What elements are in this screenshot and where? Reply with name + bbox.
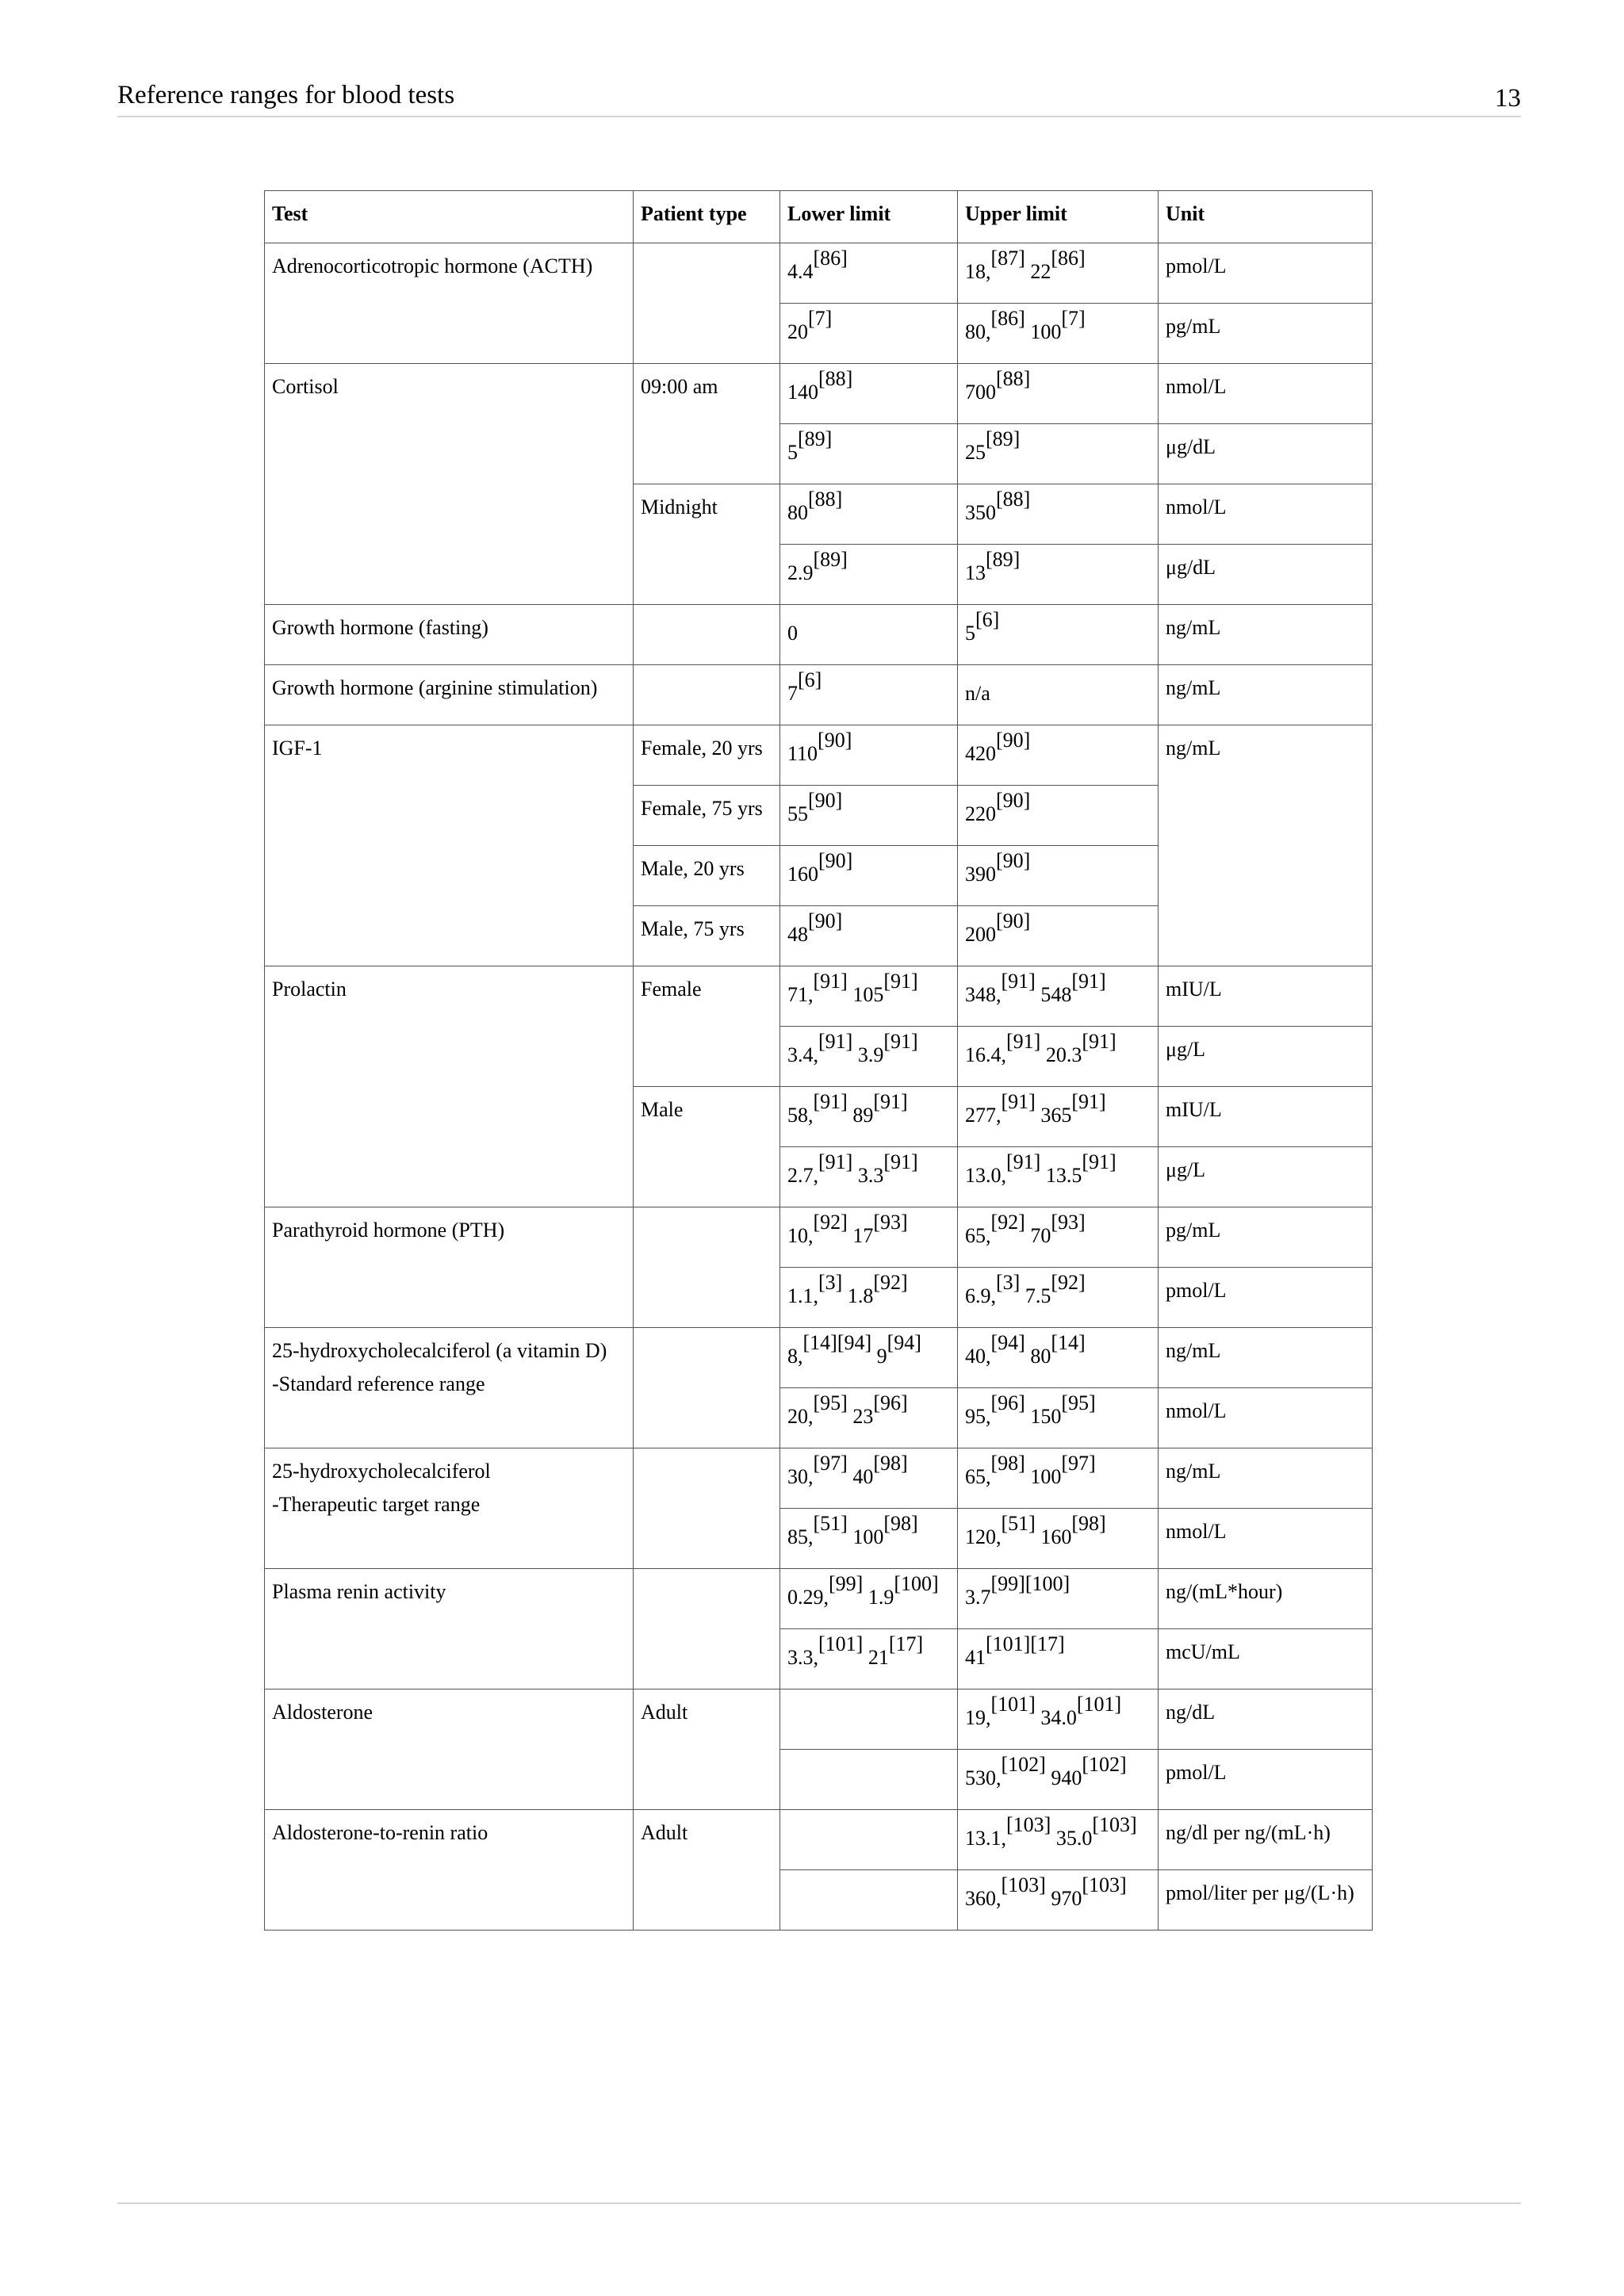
unit-cell: ng/dl per ng/(mL·h): [1159, 1810, 1373, 1870]
citation-ref[interactable]: [17]: [888, 1632, 924, 1655]
upper-limit-cell: 13.0,[91] 13.5[91]: [958, 1147, 1159, 1207]
lower-limit-cell: 0.29,[99] 1.9[100]: [780, 1569, 958, 1629]
upper-limit-cell: 40,[94] 80[14]: [958, 1328, 1159, 1388]
citation-ref[interactable]: [89]: [986, 548, 1021, 571]
table-header-row: [265, 191, 1373, 243]
upper-limit-cell: 120,[51] 160[98]: [958, 1509, 1159, 1569]
lower-limit-cell: 140[88]: [780, 364, 958, 424]
citation-ref[interactable]: [93]: [873, 1211, 908, 1234]
patient-type-cell: [634, 665, 780, 725]
lower-limit-cell: 58,[91] 89[91]: [780, 1087, 958, 1147]
citation-ref[interactable]: [96]: [873, 1391, 908, 1414]
unit-cell: nmol/L: [1159, 484, 1373, 545]
reference-range-table: [264, 190, 1373, 1931]
citation-ref[interactable]: [91]: [813, 970, 848, 993]
lower-limit-cell: 4.4[86]: [780, 243, 958, 304]
citation-ref[interactable]: [88]: [996, 488, 1031, 511]
citation-ref[interactable]: [51]: [813, 1512, 848, 1535]
running-title: Reference ranges for blood tests: [117, 81, 455, 109]
lower-limit-cell: [780, 1689, 958, 1750]
lower-limit-cell: 1.1,[3] 1.8[92]: [780, 1268, 958, 1328]
unit-cell: pmol/L: [1159, 243, 1373, 304]
lower-limit-cell: 5[89]: [780, 424, 958, 484]
citation-ref[interactable]: [93]: [1051, 1211, 1086, 1234]
unit-cell: μg/L: [1159, 1147, 1373, 1207]
citation-ref[interactable]: [89]: [986, 427, 1021, 450]
upper-limit-cell: 277,[91] 365[91]: [958, 1087, 1159, 1147]
upper-limit-cell: 360,[103] 970[103]: [958, 1870, 1159, 1931]
patient-type-cell: [634, 1569, 780, 1689]
citation-ref[interactable]: [92]: [813, 1211, 848, 1234]
upper-limit-cell: 16.4,[91] 20.3[91]: [958, 1027, 1159, 1087]
lower-limit-cell: 2.9[89]: [780, 545, 958, 605]
citation-ref[interactable]: [88]: [818, 367, 853, 390]
upper-limit-cell: 350[88]: [958, 484, 1159, 545]
citation-ref[interactable]: [90]: [996, 849, 1031, 872]
citation-ref[interactable]: [91]: [1082, 1030, 1116, 1053]
citation-ref[interactable]: [87]: [990, 247, 1025, 270]
column-header: Patient type: [634, 191, 780, 243]
lower-limit-cell: 7[6]: [780, 665, 958, 725]
citation-ref[interactable]: [98]: [883, 1512, 918, 1535]
upper-limit-cell: 420[90]: [958, 725, 1159, 786]
citation-ref[interactable]: [97]: [813, 1452, 848, 1475]
citation-ref[interactable]: [100]: [894, 1572, 939, 1595]
citation-ref[interactable]: [94]: [887, 1331, 921, 1354]
citation-ref[interactable]: [7]: [808, 307, 833, 330]
page-number: 13: [1495, 84, 1521, 113]
citation-ref[interactable]: [3]: [996, 1271, 1021, 1294]
patient-type-cell: [634, 605, 780, 665]
upper-limit-cell: 18,[87] 22[86]: [958, 243, 1159, 304]
patient-type-cell: Female, 20 yrs: [634, 725, 780, 786]
upper-limit-cell: 13.1,[103] 35.0[103]: [958, 1810, 1159, 1870]
lower-limit-cell: 0: [780, 605, 958, 665]
citation-ref[interactable]: [14][94]: [802, 1331, 872, 1354]
unit-cell: μg/dL: [1159, 545, 1373, 605]
citation-ref[interactable]: [99][100]: [990, 1572, 1071, 1595]
lower-limit-cell: 85,[51] 100[98]: [780, 1509, 958, 1569]
citation-ref[interactable]: [91]: [1006, 1030, 1041, 1053]
test-name-cell: Prolactin: [265, 966, 634, 1207]
table-row: [265, 725, 1373, 786]
table-row: [265, 1207, 1373, 1268]
unit-cell: ng/(mL*hour): [1159, 1569, 1373, 1629]
citation-ref[interactable]: [88]: [996, 367, 1031, 390]
table-row: [265, 1448, 1373, 1509]
unit-cell: mIU/L: [1159, 1087, 1373, 1147]
citation-ref[interactable]: [101]: [1076, 1693, 1122, 1716]
unit-cell: nmol/L: [1159, 1509, 1373, 1569]
citation-ref[interactable]: [103]: [1092, 1813, 1137, 1836]
test-name-cell: Growth hormone (fasting): [265, 605, 634, 665]
patient-type-cell: Male, 20 yrs: [634, 846, 780, 906]
unit-cell: ng/dL: [1159, 1689, 1373, 1750]
upper-limit-cell: 220[90]: [958, 786, 1159, 846]
upper-limit-cell: 390[90]: [958, 846, 1159, 906]
lower-limit-cell: 10,[92] 17[93]: [780, 1207, 958, 1268]
table-row: [265, 1569, 1373, 1629]
unit-cell: μg/L: [1159, 1027, 1373, 1087]
test-name-cell: Adrenocorticotropic hormone (ACTH): [265, 243, 634, 364]
table-row: [265, 1689, 1373, 1750]
column-header: Unit: [1159, 191, 1373, 243]
unit-cell: pg/mL: [1159, 304, 1373, 364]
upper-limit-cell: 348,[91] 548[91]: [958, 966, 1159, 1027]
citation-ref[interactable]: [91]: [883, 1030, 918, 1053]
unit-cell: ng/mL: [1159, 605, 1373, 665]
unit-cell: ng/mL: [1159, 1328, 1373, 1388]
citation-ref[interactable]: [6]: [798, 668, 822, 691]
unit-cell: nmol/L: [1159, 1388, 1373, 1448]
citation-ref[interactable]: [89]: [813, 548, 848, 571]
citation-ref[interactable]: [91]: [1071, 1090, 1106, 1113]
citation-ref[interactable]: [89]: [798, 427, 833, 450]
citation-ref[interactable]: [98]: [990, 1452, 1025, 1475]
unit-cell: pg/mL: [1159, 1207, 1373, 1268]
citation-ref[interactable]: [92]: [873, 1271, 908, 1294]
patient-type-cell: 09:00 am: [634, 364, 780, 484]
patient-type-cell: Midnight: [634, 484, 780, 605]
patient-type-cell: [634, 1207, 780, 1328]
upper-limit-cell: 700[88]: [958, 364, 1159, 424]
citation-ref[interactable]: [98]: [1071, 1512, 1106, 1535]
citation-ref[interactable]: [91]: [1071, 970, 1106, 993]
citation-ref[interactable]: [86]: [990, 307, 1025, 330]
lower-limit-cell: 55[90]: [780, 786, 958, 846]
footer-rule: [117, 2202, 1521, 2204]
upper-limit-cell: 3.7[99][100]: [958, 1569, 1159, 1629]
citation-ref[interactable]: [91]: [818, 1150, 853, 1173]
table-row: [265, 665, 1373, 725]
citation-ref[interactable]: [91]: [883, 970, 918, 993]
unit-cell: ng/mL: [1159, 665, 1373, 725]
citation-ref[interactable]: [90]: [818, 729, 852, 752]
citation-ref[interactable]: [103]: [1082, 1873, 1127, 1896]
patient-type-cell: [634, 243, 780, 364]
test-name-cell: Parathyroid hormone (PTH): [265, 1207, 634, 1328]
citation-ref[interactable]: [91]: [1082, 1150, 1116, 1173]
lower-limit-cell: 30,[97] 40[98]: [780, 1448, 958, 1509]
upper-limit-cell: 80,[86] 100[7]: [958, 304, 1159, 364]
citation-ref[interactable]: [90]: [996, 729, 1031, 752]
unit-cell: mIU/L: [1159, 966, 1373, 1027]
citation-ref[interactable]: [92]: [1051, 1271, 1086, 1294]
citation-ref[interactable]: [96]: [990, 1391, 1025, 1414]
table-row: [265, 605, 1373, 665]
unit-cell: μg/dL: [1159, 424, 1373, 484]
lower-limit-cell: 80[88]: [780, 484, 958, 545]
citation-ref[interactable]: [86]: [813, 247, 848, 270]
upper-limit-cell: 41[101][17]: [958, 1629, 1159, 1689]
lower-limit-cell: 20[7]: [780, 304, 958, 364]
patient-type-cell: Male, 75 yrs: [634, 906, 780, 966]
citation-ref[interactable]: [90]: [996, 909, 1031, 932]
citation-ref[interactable]: [101]: [818, 1632, 864, 1655]
citation-ref[interactable]: [91]: [1001, 970, 1036, 993]
unit-cell: mcU/mL: [1159, 1629, 1373, 1689]
lower-limit-cell: 71,[91] 105[91]: [780, 966, 958, 1027]
upper-limit-cell: 13[89]: [958, 545, 1159, 605]
table-row: [265, 1328, 1373, 1388]
citation-ref[interactable]: [91]: [873, 1090, 908, 1113]
column-header: Test: [265, 191, 634, 243]
patient-type-cell: Adult: [634, 1810, 780, 1931]
upper-limit-cell: 530,[102] 940[102]: [958, 1750, 1159, 1810]
citation-ref[interactable]: [90]: [808, 789, 843, 812]
lower-limit-cell: 8,[14][94] 9[94]: [780, 1328, 958, 1388]
citation-ref[interactable]: [7]: [1061, 307, 1086, 330]
upper-limit-cell: 5[6]: [958, 605, 1159, 665]
citation-ref[interactable]: [90]: [818, 849, 853, 872]
citation-ref[interactable]: [90]: [808, 909, 843, 932]
running-header: [117, 78, 1521, 117]
citation-ref[interactable]: [95]: [813, 1391, 848, 1414]
lower-limit-cell: [780, 1870, 958, 1931]
citation-ref[interactable]: [102]: [1001, 1753, 1046, 1776]
citation-ref[interactable]: [101][17]: [986, 1632, 1065, 1655]
patient-type-cell: Adult: [634, 1689, 780, 1810]
citation-ref[interactable]: [51]: [1001, 1512, 1036, 1535]
citation-ref[interactable]: [90]: [996, 789, 1031, 812]
lower-limit-cell: 2.7,[91] 3.3[91]: [780, 1147, 958, 1207]
patient-type-cell: [634, 1328, 780, 1448]
test-name-cell: 25-hydroxycholecalciferol -Therapeutic target range: [265, 1448, 634, 1569]
citation-ref[interactable]: [94]: [990, 1331, 1025, 1354]
unit-cell: ng/mL: [1159, 725, 1373, 966]
unit-cell: pmol/liter per μg/(L·h): [1159, 1870, 1373, 1931]
unit-cell: pmol/L: [1159, 1750, 1373, 1810]
upper-limit-cell: 6.9,[3] 7.5[92]: [958, 1268, 1159, 1328]
lower-limit-cell: 48[90]: [780, 906, 958, 966]
column-header: Upper limit: [958, 191, 1159, 243]
lower-limit-cell: 20,[95] 23[96]: [780, 1388, 958, 1448]
citation-ref[interactable]: [91]: [813, 1090, 848, 1113]
table-row: [265, 1810, 1373, 1870]
citation-ref[interactable]: [88]: [808, 488, 843, 511]
test-name-cell: 25-hydroxycholecalciferol (a vitamin D) -Standard reference range: [265, 1328, 634, 1448]
lower-limit-cell: 110[90]: [780, 725, 958, 786]
upper-limit-cell: 65,[98] 100[97]: [958, 1448, 1159, 1509]
patient-type-cell: Female: [634, 966, 780, 1087]
citation-ref[interactable]: [98]: [873, 1452, 908, 1475]
citation-ref[interactable]: [91]: [1001, 1090, 1036, 1113]
citation-ref[interactable]: [99]: [829, 1572, 864, 1595]
test-name-cell: Aldosterone-to-renin ratio: [265, 1810, 634, 1931]
test-name-cell: Growth hormone (arginine stimulation): [265, 665, 634, 725]
citation-ref[interactable]: [103]: [1006, 1813, 1051, 1836]
upper-limit-cell: 65,[92] 70[93]: [958, 1207, 1159, 1268]
table-row: [265, 364, 1373, 424]
citation-ref[interactable]: [86]: [1051, 247, 1086, 270]
lower-limit-cell: [780, 1810, 958, 1870]
patient-type-cell: Female, 75 yrs: [634, 786, 780, 846]
lower-limit-cell: [780, 1750, 958, 1810]
lower-limit-cell: 160[90]: [780, 846, 958, 906]
upper-limit-cell: 200[90]: [958, 906, 1159, 966]
upper-limit-cell: 25[89]: [958, 424, 1159, 484]
table-row: [265, 966, 1373, 1027]
upper-limit-cell: 95,[96] 150[95]: [958, 1388, 1159, 1448]
citation-ref[interactable]: [91]: [883, 1150, 918, 1173]
upper-limit-cell: n/a: [958, 665, 1159, 725]
patient-type-cell: Male: [634, 1087, 780, 1207]
citation-ref[interactable]: [102]: [1082, 1753, 1127, 1776]
patient-type-cell: [634, 1448, 780, 1569]
unit-cell: nmol/L: [1159, 364, 1373, 424]
test-name-cell: Plasma renin activity: [265, 1569, 634, 1689]
citation-ref[interactable]: [95]: [1061, 1391, 1096, 1414]
unit-cell: pmol/L: [1159, 1268, 1373, 1328]
test-name-cell: Cortisol: [265, 364, 634, 605]
column-header: Lower limit: [780, 191, 958, 243]
lower-limit-cell: 3.4,[91] 3.9[91]: [780, 1027, 958, 1087]
citation-ref[interactable]: [101]: [990, 1693, 1036, 1716]
test-name-cell: IGF-1: [265, 725, 634, 966]
citation-ref[interactable]: [6]: [975, 608, 1000, 631]
citation-ref[interactable]: [103]: [1001, 1873, 1046, 1896]
upper-limit-cell: 19,[101] 34.0[101]: [958, 1689, 1159, 1750]
citation-ref[interactable]: [3]: [818, 1271, 843, 1294]
citation-ref[interactable]: [91]: [818, 1030, 853, 1053]
lower-limit-cell: 3.3,[101] 21[17]: [780, 1629, 958, 1689]
citation-ref[interactable]: [97]: [1061, 1452, 1096, 1475]
citation-ref[interactable]: [14]: [1051, 1331, 1086, 1354]
unit-cell: ng/mL: [1159, 1448, 1373, 1509]
test-name-cell: Aldosterone: [265, 1689, 634, 1810]
citation-ref[interactable]: [92]: [990, 1211, 1025, 1234]
citation-ref[interactable]: [91]: [1006, 1150, 1041, 1173]
table-row: [265, 243, 1373, 304]
